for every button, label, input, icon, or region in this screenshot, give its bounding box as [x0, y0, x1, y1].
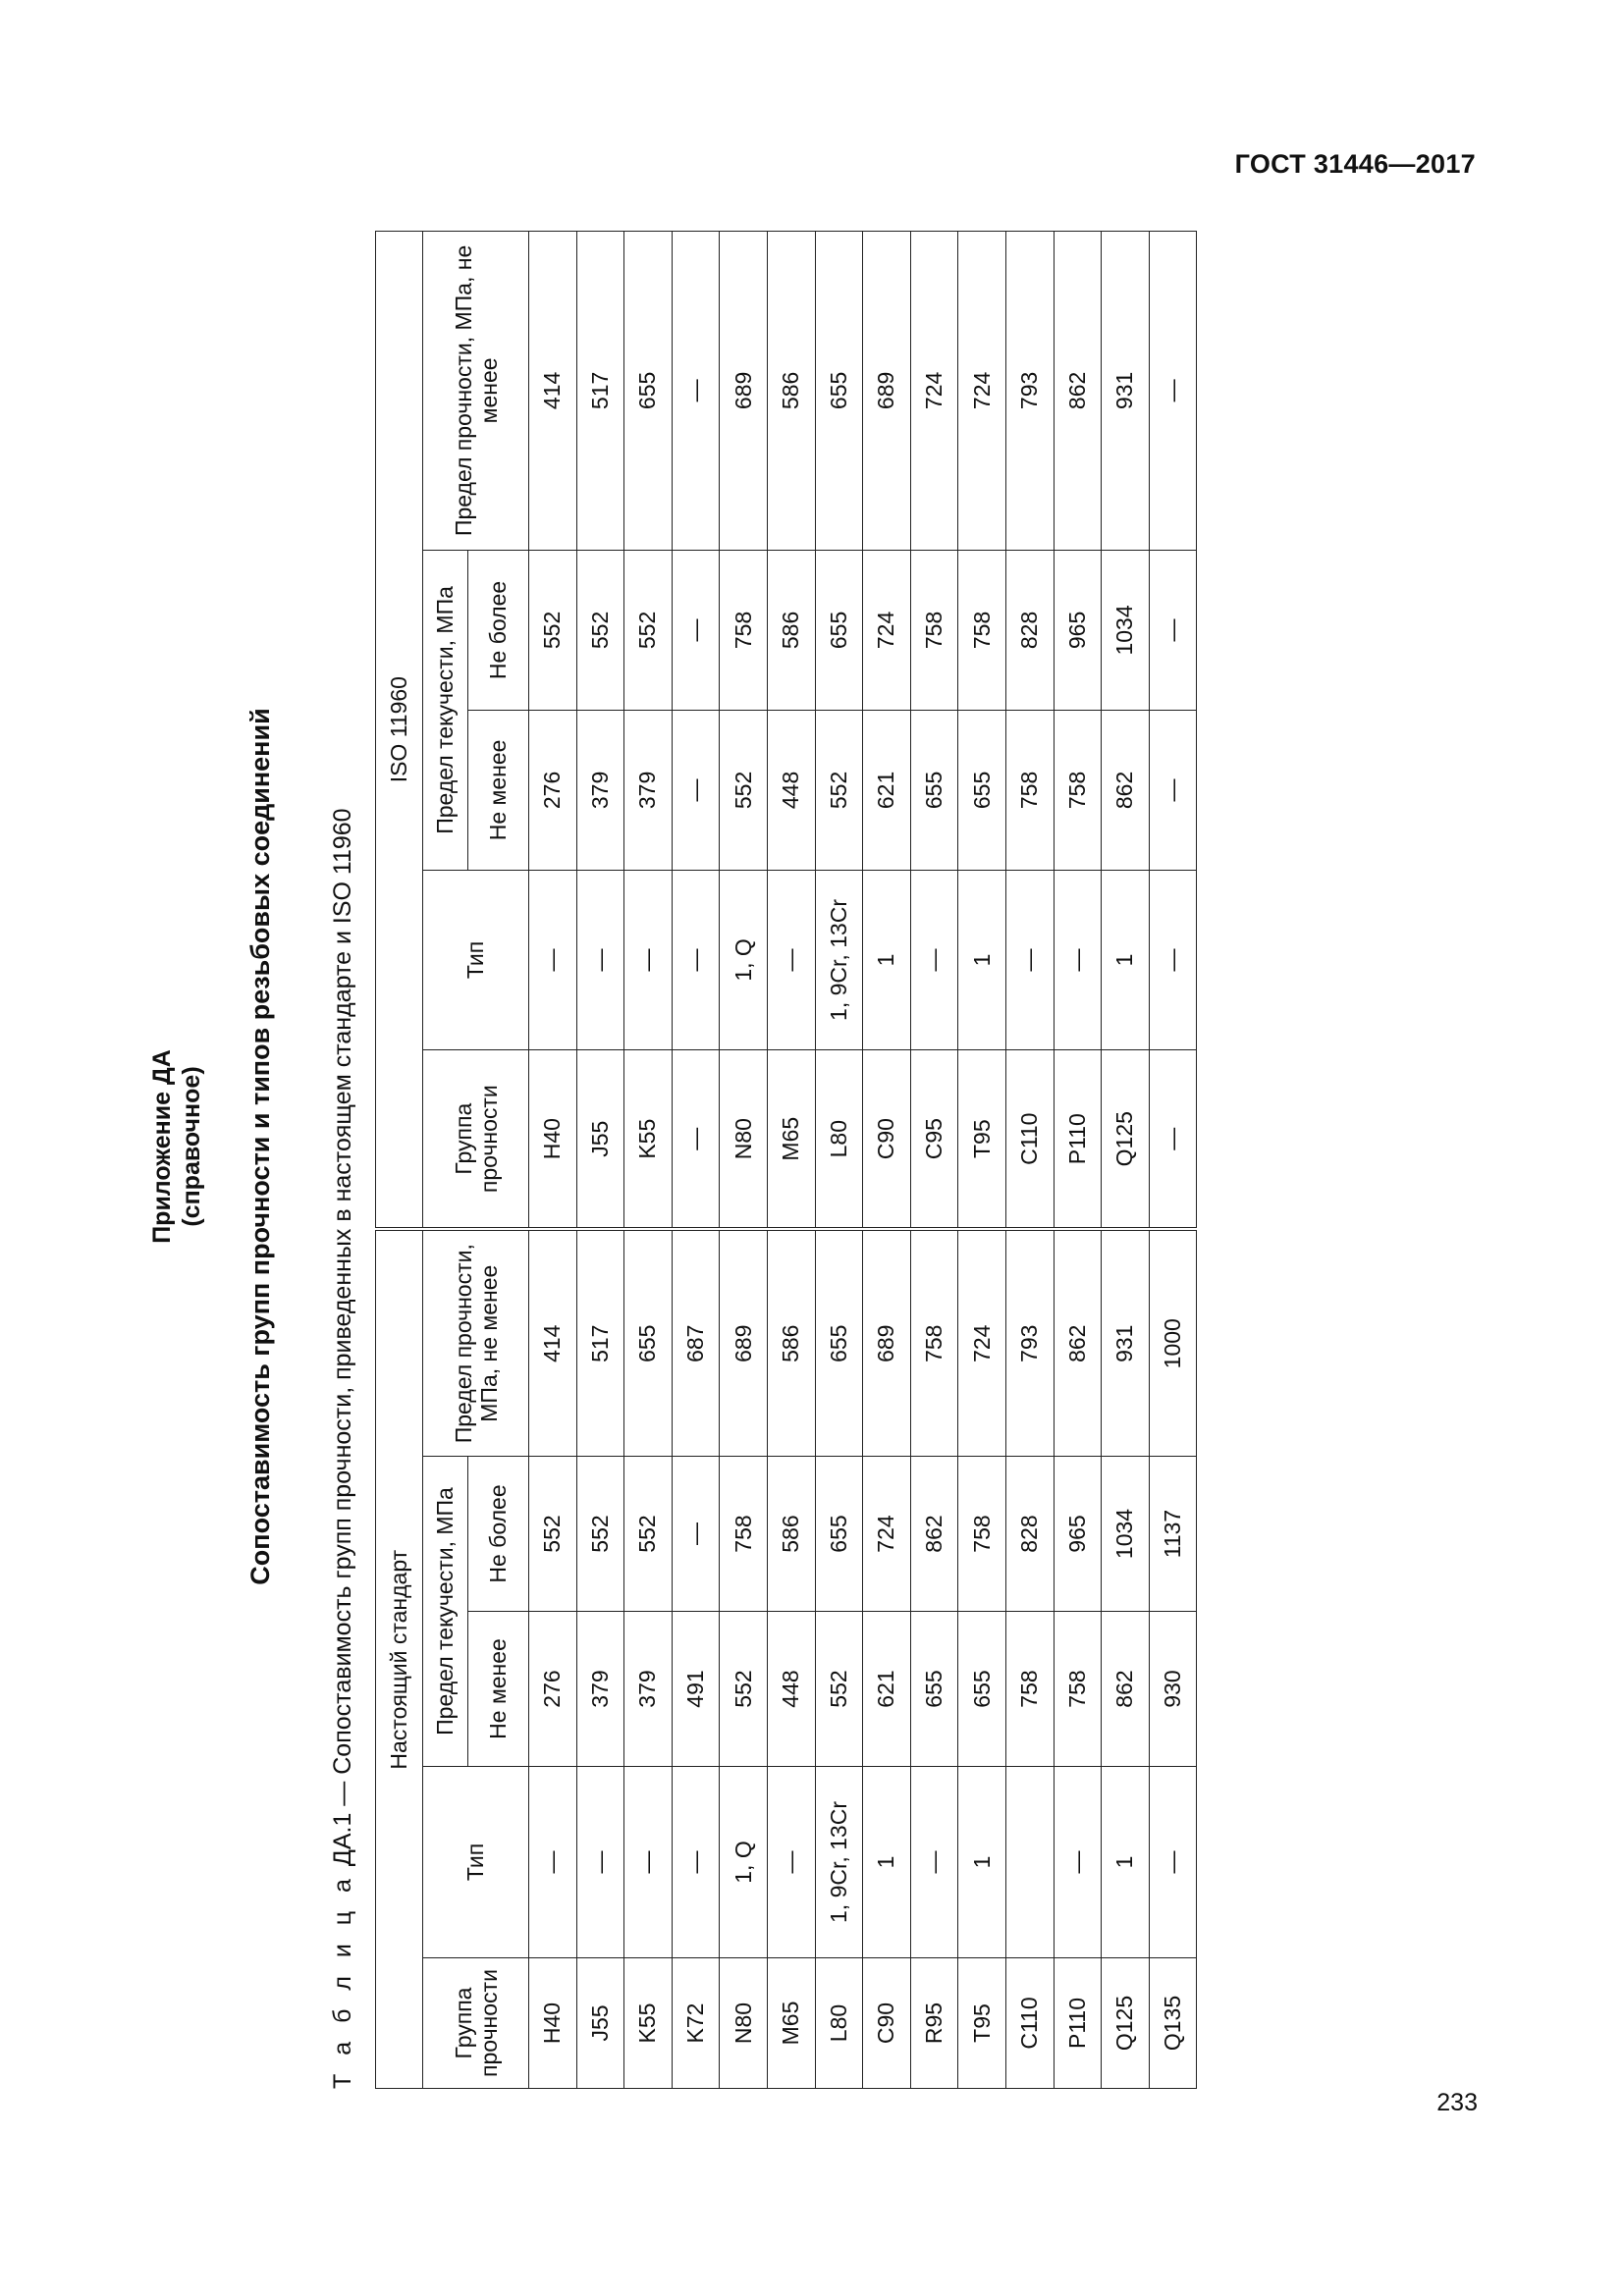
cell-iso-yield-max: 758	[958, 550, 1006, 710]
cell-iso-group: Q125	[1102, 1049, 1150, 1229]
cell-iso-type: 1	[958, 870, 1006, 1049]
cell-iso-yield-min: 655	[958, 710, 1006, 870]
cell-type: —	[529, 1767, 577, 1958]
col-yield-min: Не менее	[468, 1612, 529, 1767]
table-body	[529, 231, 1197, 2088]
cell-yield-min: 930	[1149, 1612, 1197, 1767]
table-row	[1149, 231, 1197, 2088]
cell-iso-tensile: 517	[576, 231, 624, 550]
cell-group: C110	[1005, 1958, 1054, 2089]
cell-iso-yield-max: 552	[576, 550, 624, 710]
cell-tensile: 687	[672, 1229, 720, 1456]
cell-iso-yield-min: —	[672, 710, 720, 870]
cell-tensile: 517	[576, 1229, 624, 1456]
section-title: Сопоставимость групп прочности и типов резьбовых соединений	[245, 708, 275, 1585]
cell-type: 1, 9Cr, 13Cr	[815, 1767, 863, 1958]
cell-yield-min: 379	[624, 1612, 673, 1767]
cell-iso-yield-max: —	[672, 550, 720, 710]
cell-yield-max: 1034	[1102, 1457, 1150, 1612]
cell-yield-min: 862	[1102, 1612, 1150, 1767]
cell-iso-yield-min: 621	[863, 710, 911, 870]
col-group: Группа прочности	[423, 1958, 529, 2089]
cell-tensile: 586	[767, 1229, 815, 1456]
table-row	[958, 231, 1006, 2088]
cell-yield-max: 552	[576, 1457, 624, 1612]
cell-iso-group: C95	[910, 1049, 958, 1229]
appendix-title: Приложение ДА	[148, 1049, 176, 1244]
cell-type: 1	[958, 1767, 1006, 1958]
cell-group: P110	[1054, 1958, 1102, 2089]
cell-iso-yield-max: 1034	[1102, 550, 1150, 710]
cell-iso-tensile: —	[1149, 231, 1197, 550]
cell-iso-group: N80	[720, 1049, 768, 1229]
cell-yield-min: 758	[1054, 1612, 1102, 1767]
cell-type: 1, Q	[720, 1767, 768, 1958]
cell-iso-group: Н40	[529, 1049, 577, 1229]
col-yield: Предел текучести, МПа	[423, 1457, 468, 1767]
cell-yield-max: 552	[529, 1457, 577, 1612]
cell-group: C90	[863, 1958, 911, 2089]
cell-tensile: 655	[815, 1229, 863, 1456]
cell-yield-min: 552	[720, 1612, 768, 1767]
cell-yield-min: 655	[910, 1612, 958, 1767]
cell-iso-group: T95	[958, 1049, 1006, 1229]
cell-tensile: 689	[863, 1229, 911, 1456]
cell-iso-tensile: 724	[910, 231, 958, 550]
col-iso-yield-min: Не менее	[468, 710, 529, 870]
cell-yield-min: 621	[863, 1612, 911, 1767]
cell-group: K72	[672, 1958, 720, 2089]
cell-group: K55	[624, 1958, 673, 2089]
cell-yield-max: 828	[1005, 1457, 1054, 1612]
cell-type: —	[576, 1767, 624, 1958]
cell-yield-max: 758	[720, 1457, 768, 1612]
col-iso-tensile: Предел прочности, МПа, не менее	[423, 231, 529, 550]
appendix-heading	[147, 86, 206, 2207]
comparison-table	[375, 231, 1197, 2089]
cell-iso-group: L80	[815, 1049, 863, 1229]
caption-label: Т а б л и ц а	[329, 1873, 356, 2089]
table-row	[863, 231, 911, 2088]
cell-group: Q135	[1149, 1958, 1197, 2089]
cell-yield-max: 586	[767, 1457, 815, 1612]
cell-tensile: 689	[720, 1229, 768, 1456]
table-row	[672, 231, 720, 2088]
cell-iso-yield-min: 379	[576, 710, 624, 870]
cell-type: —	[672, 1767, 720, 1958]
cell-yield-max: 655	[815, 1457, 863, 1612]
table-row	[815, 231, 863, 2088]
cell-iso-group: M65	[767, 1049, 815, 1229]
cell-type: —	[1149, 1767, 1197, 1958]
cell-iso-yield-min: 552	[815, 710, 863, 870]
cell-group: L80	[815, 1958, 863, 2089]
cell-iso-tensile: 586	[767, 231, 815, 550]
cell-group: Н40	[529, 1958, 577, 2089]
col-iso-yield-max: Не более	[468, 550, 529, 710]
cell-iso-type: 1, 9Cr, 13Cr	[815, 870, 863, 1049]
cell-group: R95	[910, 1958, 958, 2089]
cell-iso-tensile: 655	[624, 231, 673, 550]
group-iso: ISO 11960	[376, 231, 423, 1229]
cell-yield-max: 965	[1054, 1457, 1102, 1612]
cell-iso-yield-min: 655	[910, 710, 958, 870]
cell-yield-min: 655	[958, 1612, 1006, 1767]
table-row	[1102, 231, 1150, 2088]
cell-iso-tensile: —	[672, 231, 720, 550]
cell-tensile: 793	[1005, 1229, 1054, 1456]
cell-iso-yield-max: —	[1149, 550, 1197, 710]
cell-iso-tensile: 689	[863, 231, 911, 550]
cell-yield-max: 552	[624, 1457, 673, 1612]
cell-type: 1	[1102, 1767, 1150, 1958]
cell-yield-min: 758	[1005, 1612, 1054, 1767]
table-row	[720, 231, 768, 2088]
cell-group: N80	[720, 1958, 768, 2089]
standard-code: ГОСТ 31446—2017	[1234, 149, 1476, 179]
cell-iso-tensile: 689	[720, 231, 768, 550]
cell-yield-min: 276	[529, 1612, 577, 1767]
col-yield-max: Не более	[468, 1457, 529, 1612]
group-this-standard: Настоящий стандарт	[376, 1229, 423, 2088]
cell-iso-type: —	[1005, 870, 1054, 1049]
cell-group: M65	[767, 1958, 815, 2089]
appendix-subtitle: (справочное)	[178, 1066, 205, 1227]
cell-iso-group: J55	[576, 1049, 624, 1229]
cell-iso-tensile: 793	[1005, 231, 1054, 550]
cell-tensile: 655	[624, 1229, 673, 1456]
page-number: 233	[1436, 2089, 1478, 2116]
cell-yield-min: 491	[672, 1612, 720, 1767]
cell-yield-max: 862	[910, 1457, 958, 1612]
table-row	[1005, 231, 1054, 2088]
cell-iso-group: P110	[1054, 1049, 1102, 1229]
cell-iso-tensile: 862	[1054, 231, 1102, 550]
col-type: Тип	[423, 1767, 529, 1958]
cell-group: J55	[576, 1958, 624, 2089]
table-row	[624, 231, 673, 2088]
cell-iso-type: —	[1054, 870, 1102, 1049]
table-row	[529, 231, 577, 2088]
cell-type: —	[1054, 1767, 1102, 1958]
cell-iso-type: —	[1149, 870, 1197, 1049]
cell-iso-group: K55	[624, 1049, 673, 1229]
cell-iso-type: 1	[1102, 870, 1150, 1049]
cell-iso-yield-min: —	[1149, 710, 1197, 870]
rotated-content	[147, 86, 1227, 2207]
cell-iso-group: —	[1149, 1049, 1197, 1229]
cell-yield-min: 552	[815, 1612, 863, 1767]
cell-iso-type: 1, Q	[720, 870, 768, 1049]
cell-iso-yield-max: 552	[624, 550, 673, 710]
cell-iso-group: C90	[863, 1049, 911, 1229]
cell-iso-yield-min: 552	[720, 710, 768, 870]
cell-iso-yield-min: 448	[767, 710, 815, 870]
table-row	[910, 231, 958, 2088]
cell-group: Q125	[1102, 1958, 1150, 2089]
cell-iso-type: —	[767, 870, 815, 1049]
cell-iso-yield-max: 965	[1054, 550, 1102, 710]
cell-yield-min: 379	[576, 1612, 624, 1767]
table-row	[576, 231, 624, 2088]
cell-type	[1005, 1767, 1054, 1958]
cell-iso-type: —	[576, 870, 624, 1049]
cell-tensile: 931	[1102, 1229, 1150, 1456]
cell-iso-type: —	[672, 870, 720, 1049]
cell-iso-tensile: 414	[529, 231, 577, 550]
cell-iso-yield-max: 758	[910, 550, 958, 710]
col-iso-yield: Предел текучести, МПа	[423, 550, 468, 870]
cell-tensile: 724	[958, 1229, 1006, 1456]
cell-iso-yield-min: 862	[1102, 710, 1150, 870]
cell-yield-max: 724	[863, 1457, 911, 1612]
cell-tensile: 758	[910, 1229, 958, 1456]
col-iso-type: Тип	[423, 870, 529, 1049]
table-caption	[329, 808, 357, 2089]
table-row	[767, 231, 815, 2088]
cell-iso-yield-max: 655	[815, 550, 863, 710]
cell-type: —	[910, 1767, 958, 1958]
cell-yield-min: 448	[767, 1612, 815, 1767]
cell-type: —	[624, 1767, 673, 1958]
cell-iso-type: —	[910, 870, 958, 1049]
col-tensile: Предел прочности, МПа, не менее	[423, 1229, 529, 1456]
cell-group: T95	[958, 1958, 1006, 2089]
cell-iso-yield-max: 552	[529, 550, 577, 710]
cell-yield-max: 758	[958, 1457, 1006, 1612]
cell-iso-yield-max: 586	[767, 550, 815, 710]
cell-yield-max: 1137	[1149, 1457, 1197, 1612]
col-iso-group: Группа прочности	[423, 1049, 529, 1229]
cell-iso-type: —	[529, 870, 577, 1049]
cell-yield-max: —	[672, 1457, 720, 1612]
cell-iso-group: —	[672, 1049, 720, 1229]
cell-iso-yield-min: 758	[1054, 710, 1102, 870]
cell-iso-tensile: 931	[1102, 231, 1150, 550]
caption-text: ДА.1 — Сопоставимость групп прочности, приведенных в настоящем стандарте и ISO 11960	[329, 808, 356, 1867]
cell-tensile: 414	[529, 1229, 577, 1456]
cell-iso-yield-min: 379	[624, 710, 673, 870]
cell-type: —	[767, 1767, 815, 1958]
cell-iso-tensile: 655	[815, 231, 863, 550]
cell-iso-group: C110	[1005, 1049, 1054, 1229]
cell-iso-yield-max: 724	[863, 550, 911, 710]
cell-iso-yield-min: 758	[1005, 710, 1054, 870]
cell-iso-type: —	[624, 870, 673, 1049]
cell-tensile: 862	[1054, 1229, 1102, 1456]
cell-iso-type: 1	[863, 870, 911, 1049]
cell-iso-yield-max: 758	[720, 550, 768, 710]
cell-type: 1	[863, 1767, 911, 1958]
cell-iso-yield-max: 828	[1005, 550, 1054, 710]
table-row	[1054, 231, 1102, 2088]
cell-iso-tensile: 724	[958, 231, 1006, 550]
cell-iso-yield-min: 276	[529, 710, 577, 870]
cell-tensile: 1000	[1149, 1229, 1197, 1456]
